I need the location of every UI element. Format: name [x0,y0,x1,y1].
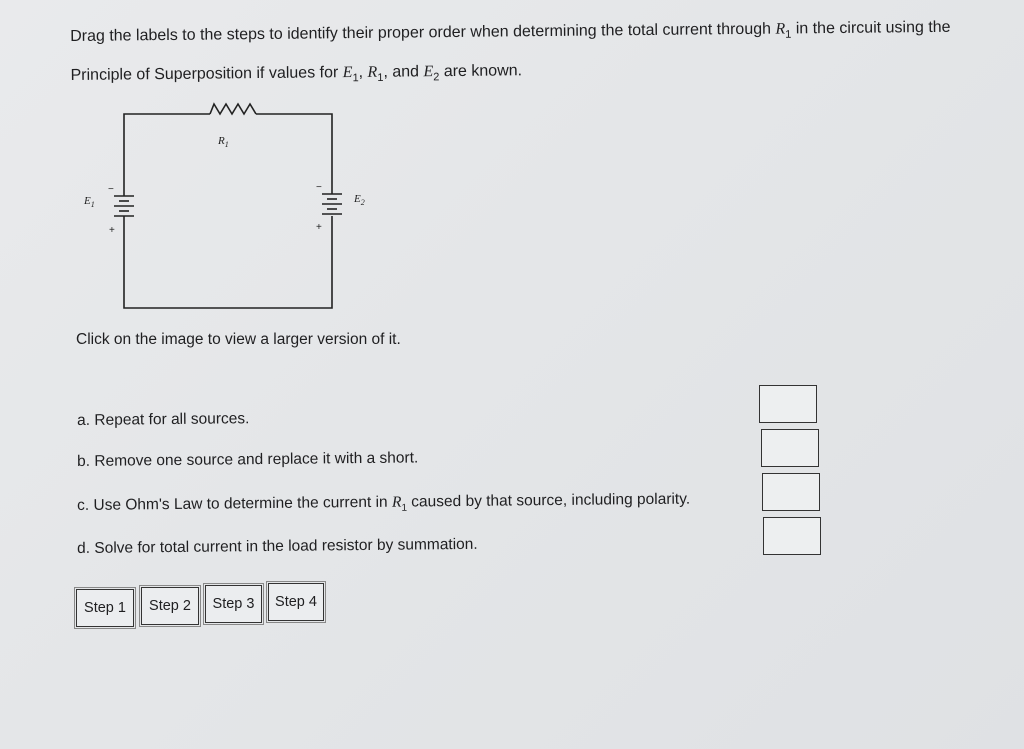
e2-minus: − [316,182,322,193]
drag-label-step-4[interactable]: Step 4 [268,583,324,621]
question-text-end: in the circuit using the [791,18,951,38]
drag-label-step-3[interactable]: Step 3 [205,585,262,623]
r1-subscript: 1 [785,28,792,41]
drop-target-a[interactable] [759,385,817,423]
drop-target-b[interactable] [761,429,819,467]
step-item-b: b. Remove one source and replace it with a short. [77,449,419,470]
r1-symbol-2: R [367,63,378,82]
wire-top-right [256,114,332,184]
e2-subscript: 2 [433,71,440,84]
image-caption: Click on the image to view a larger version of it. [76,331,401,348]
e1-subscript: 1 [352,72,359,85]
e2-symbol: E [423,63,434,81]
e1-plus: + [109,225,115,236]
separator-and: , and [383,63,424,81]
e1-minus: − [108,184,114,195]
r1-label: $R_1$ [218,135,229,149]
question-text: Drag the labels to the steps to identify their proper order when determining the total current through [70,20,776,45]
drop-target-c[interactable] [762,473,820,511]
question-prompt [70,10,1016,98]
resistor-r1-icon [210,104,256,114]
step-item-c: c. Use Ohm's Law to determine the current in $R_1$ caused by that source, including polarity. [77,490,691,514]
step-item-a: a. Repeat for all sources. [77,410,250,429]
wire-top-left [124,114,210,186]
e2-label: $E_2$ [354,193,365,207]
e1-label: $E_1$ [84,195,95,209]
r1-symbol: R [775,20,786,38]
e2-plus: + [316,222,322,233]
question-text-2-end: are known. [439,62,523,81]
question-text-2: Principle of Superposition if values for [70,64,343,85]
r1-subscript-2: 1 [377,72,384,85]
e1-symbol: E [342,64,353,82]
step-item-d: d. Solve for total current in the load resistor by summation. [77,535,478,557]
drop-target-d[interactable] [763,517,821,555]
separator: , [358,64,368,82]
drag-label-step-2[interactable]: Step 2 [141,587,199,625]
circuit-diagram[interactable] [70,92,370,322]
wire-bottom [124,216,332,308]
drag-label-step-1[interactable]: Step 1 [76,589,134,627]
